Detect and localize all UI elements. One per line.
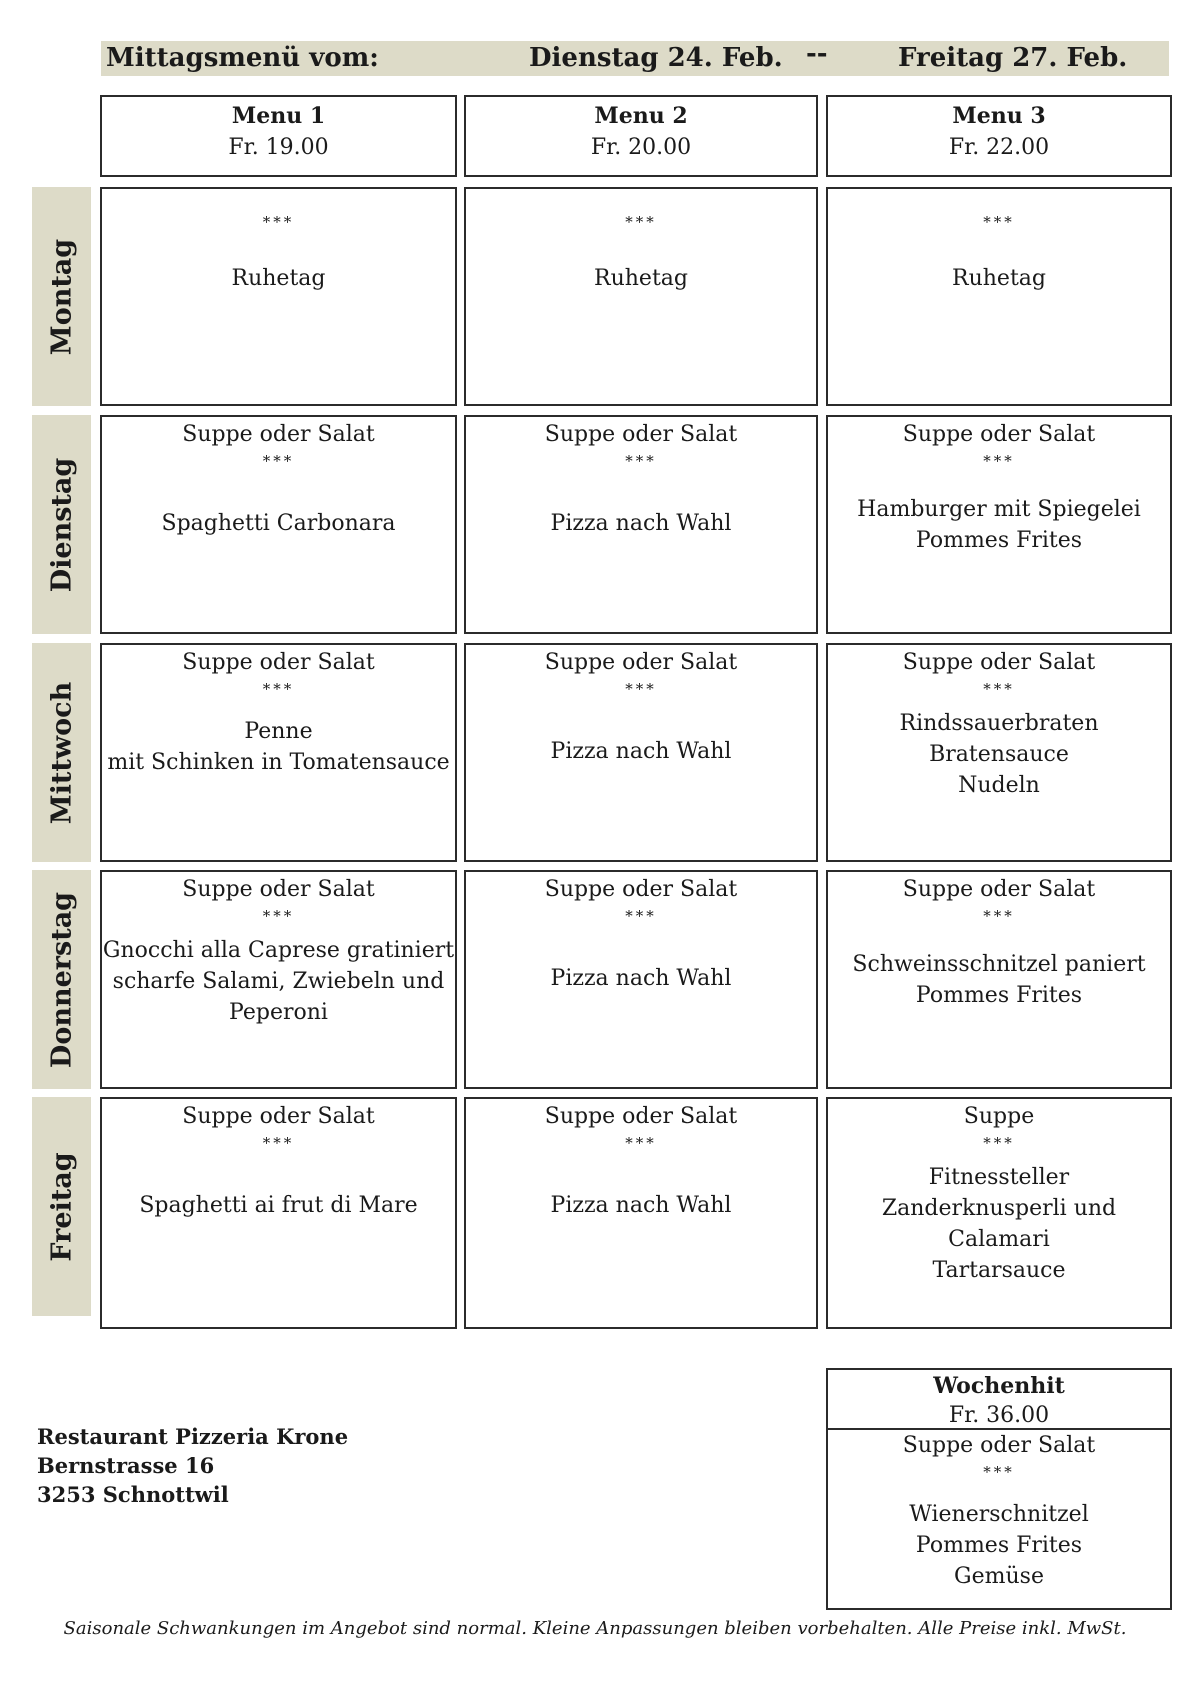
starter-text: Suppe oder Salat <box>182 877 375 902</box>
menu-1-title: Menu 1 <box>231 103 326 129</box>
menu-3-header <box>826 95 1172 177</box>
wochenhit-line: Pommes Frites <box>915 1533 1083 1558</box>
dish-line: mit Schinken in Tomatensauce <box>107 750 450 775</box>
menu-cell-mittwoch-3 <box>826 643 1172 862</box>
wochenhit-line: Wienerschnitzel <box>909 1502 1089 1527</box>
day-name: Mittwoch <box>46 681 77 824</box>
starter-text: Suppe oder Salat <box>902 422 1096 447</box>
starter-text: Suppe oder Salat <box>182 422 375 447</box>
dish-line: Pommes Frites <box>915 528 1083 553</box>
separator-stars: *** <box>262 213 295 231</box>
menu-cell-dienstag-1 <box>100 415 457 634</box>
starter-text: Suppe oder Salat <box>544 1104 738 1129</box>
day-label-freitag <box>32 1097 91 1316</box>
menu-cell-freitag-2 <box>464 1097 818 1329</box>
day-name: Montag <box>46 238 77 355</box>
dish-line: Ruhetag <box>594 266 688 291</box>
dish-line: Schweinsschnitzel paniert <box>852 952 1146 977</box>
header-label: Mittagsmenü vom: <box>106 43 379 73</box>
wochenhit-stars: *** <box>983 1463 1015 1481</box>
separator-stars: *** <box>625 1134 657 1152</box>
menu-cell-mittwoch-2 <box>464 643 818 862</box>
dish-line: Ruhetag <box>231 266 326 291</box>
wochenhit-price: Fr. 36.00 <box>948 1403 1050 1428</box>
wochenhit-title: Wochenhit <box>933 1373 1065 1399</box>
menu-3-price: Fr. 22.00 <box>948 135 1050 160</box>
separator-stars: *** <box>262 452 295 470</box>
starter-text: Suppe oder Salat <box>544 877 738 902</box>
separator-stars: *** <box>262 680 295 698</box>
dish-line: Hamburger mit Spiegelei <box>857 497 1141 522</box>
restaurant-city: 3253 Schnottwil <box>37 1482 229 1507</box>
starter-text: Suppe oder Salat <box>544 650 738 675</box>
starter-text: Suppe oder Salat <box>182 1104 375 1129</box>
separator-stars: *** <box>262 907 295 925</box>
dish-line: Pizza nach Wahl <box>550 739 732 764</box>
separator-stars: *** <box>625 452 657 470</box>
separator-stars: *** <box>983 213 1015 231</box>
dish-line: Spaghetti ai frut di Mare <box>139 1193 418 1218</box>
wochenhit-line: Gemüse <box>954 1564 1044 1589</box>
day-label-dienstag <box>32 415 91 634</box>
starter-text: Suppe <box>963 1104 1035 1129</box>
menu-2-header <box>464 95 818 177</box>
separator-stars: *** <box>625 680 657 698</box>
day-name: Dienstag <box>46 457 77 592</box>
header-date-separator: -- <box>806 39 828 69</box>
starter-text: Suppe oder Salat <box>182 650 375 675</box>
starter-text: Suppe oder Salat <box>902 877 1096 902</box>
menu-1-header <box>100 95 457 177</box>
menu-cell-freitag-1 <box>100 1097 457 1329</box>
dish-line: Rindssauerbraten <box>899 711 1099 736</box>
dish-line: Gnocchi alla Caprese gratiniert <box>102 938 455 963</box>
restaurant-address <box>37 1422 348 1509</box>
menu-2-title: Menu 2 <box>594 103 688 129</box>
menu-cell-mittwoch-1 <box>100 643 457 862</box>
separator-stars: *** <box>262 1134 295 1152</box>
header-date-from: Dienstag 24. Feb. <box>529 43 783 73</box>
footnote: Saisonale Schwankungen im Angebot sind normal. Kleine Anpassungen bleiben vorbehalten. Alle Preise inkl. MwSt. <box>63 1618 1127 1639</box>
separator-stars: *** <box>625 907 657 925</box>
dish-line: Pizza nach Wahl <box>550 1193 732 1218</box>
dish-line: Pommes Frites <box>915 983 1083 1008</box>
day-label-mittwoch <box>32 643 91 862</box>
dish-line: Penne <box>244 719 313 744</box>
starter-text: Suppe oder Salat <box>544 422 738 447</box>
menu-cell-montag-3 <box>826 187 1172 406</box>
dish-line: Fitnessteller <box>928 1165 1070 1190</box>
day-label-montag <box>32 187 91 406</box>
header-date-to: Freitag 27. Feb. <box>898 43 1128 73</box>
separator-stars: *** <box>625 213 657 231</box>
dish-line: Peperoni <box>229 1000 328 1025</box>
dish-line: Tartarsauce <box>932 1258 1066 1283</box>
day-name: Donnerstag <box>46 891 77 1068</box>
menu-cell-dienstag-2 <box>464 415 818 634</box>
menu-cell-montag-2 <box>464 187 818 406</box>
menu-3-title: Menu 3 <box>952 103 1046 129</box>
menu-cell-donnerstag-1 <box>100 870 457 1089</box>
day-name: Freitag <box>46 1151 77 1262</box>
wochenhit-starter: Suppe oder Salat <box>902 1433 1096 1458</box>
dish-line: Nudeln <box>958 773 1040 798</box>
dish-line: Spaghetti Carbonara <box>161 511 396 536</box>
dish-line: Bratensauce <box>929 742 1069 767</box>
separator-stars: *** <box>983 1134 1015 1152</box>
menu-cell-donnerstag-2 <box>464 870 818 1089</box>
wochenhit-body <box>826 1428 1172 1610</box>
separator-stars: *** <box>983 680 1015 698</box>
dish-line: scharfe Salami, Zwiebeln und <box>112 969 445 994</box>
restaurant-name: Restaurant Pizzeria Krone <box>37 1424 349 1449</box>
menu-cell-donnerstag-3 <box>826 870 1172 1089</box>
dish-line: Zanderknusperli und Calamari <box>881 1196 1117 1252</box>
menu-cell-montag-1 <box>100 187 457 406</box>
menu-cell-freitag-3 <box>826 1097 1172 1329</box>
separator-stars: *** <box>983 907 1015 925</box>
menu-cell-dienstag-3 <box>826 415 1172 634</box>
starter-text: Suppe oder Salat <box>902 650 1096 675</box>
restaurant-street: Bernstrasse 16 <box>37 1453 215 1478</box>
dish-line: Ruhetag <box>952 266 1046 291</box>
dish-line: Pizza nach Wahl <box>550 966 732 991</box>
menu-2-price: Fr. 20.00 <box>590 135 692 160</box>
menu-header-bar <box>101 41 1169 76</box>
menu-1-price: Fr. 19.00 <box>228 135 329 160</box>
dish-line: Pizza nach Wahl <box>550 511 732 536</box>
wochenhit-header <box>826 1368 1172 1430</box>
separator-stars: *** <box>983 452 1015 470</box>
day-label-donnerstag <box>32 870 91 1089</box>
